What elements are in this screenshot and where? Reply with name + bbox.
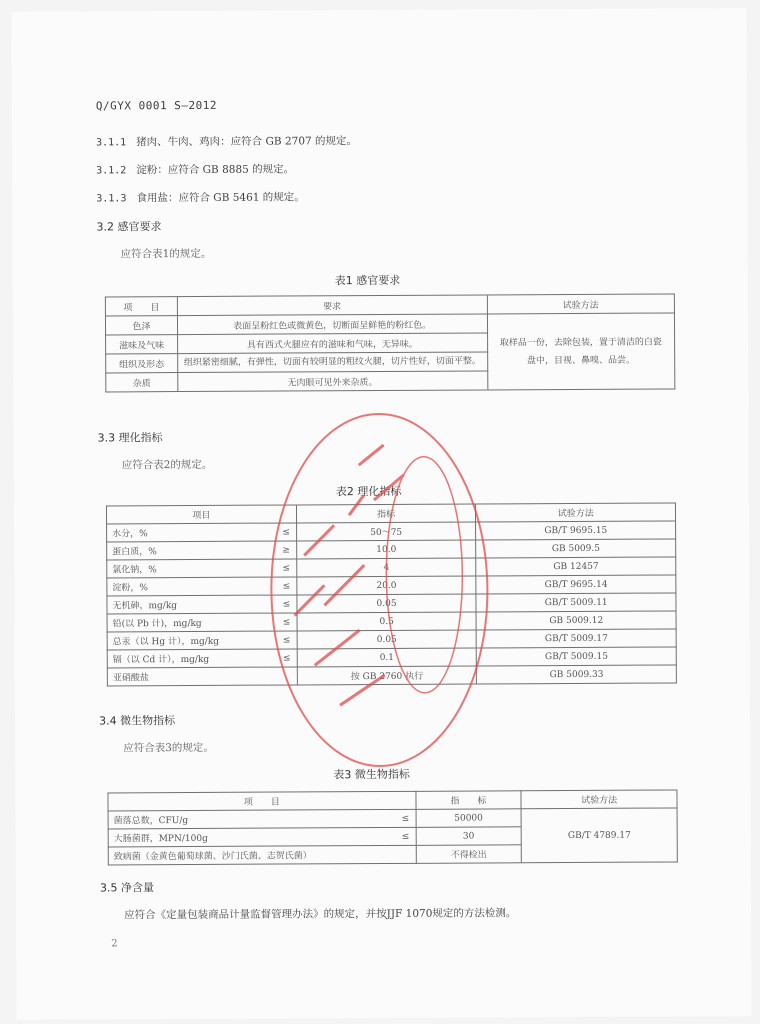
operator-cell [386,845,416,863]
header-cell: 指标 [296,504,476,523]
clause-number: 3.1.3 [96,193,127,205]
clause-3-1-3 [96,189,305,205]
section-3-4-title: 3.4 微生物指标 [99,714,176,728]
method-cell: GB/T 9695.15 [476,521,676,540]
method-cell: 取样品一份，去除包装，置于清洁的白瓷盘中，目视、鼻嗅、品尝。 [487,313,675,390]
method-cell: GB/T 5009.11 [476,593,676,612]
item-cell: 亚硝酸盐 [107,667,269,686]
table1-sensory [105,293,675,392]
header-cell: 项 目 [108,791,416,811]
header-cell: 项 目 [105,297,177,316]
value-cell: 0.5 [297,612,477,631]
method-cell: GB/T 5009.15 [477,647,677,666]
item-cell: 滋味及气味 [106,335,178,354]
operator-cell: ≤ [269,649,297,667]
section-3-3-note: 应符合表2的规定。 [121,458,213,472]
item-cell: 总汞（以 Hg 计），mg/kg [107,631,269,650]
clause-text: 淀粉：应符合 GB 8885 的规定。 [136,163,295,177]
value-cell: 30 [416,827,522,846]
method-cell: GB 5009.5 [476,539,676,558]
value-cell: 0.1 [297,648,477,667]
value-cell: 0.05 [297,630,477,649]
header-cell: 试验方法 [476,503,676,522]
operator-cell: ≤ [386,827,416,845]
item-cell: 杂质 [106,373,178,392]
table3-microbiological [107,789,677,865]
value-cell: 50000 [416,809,522,828]
item-cell: 氯化钠，% [107,559,269,578]
clause-text: 食用盐：应符合 GB 5461 的规定。 [136,191,305,205]
operator-cell [269,667,297,685]
item-cell: 铅(以 Pb 计)，mg/kg [107,613,269,632]
method-cell: GB 12457 [476,557,676,576]
clause-3-1-1 [96,133,357,149]
operator-cell: ≥ [268,541,296,559]
table-row [108,808,677,829]
value-cell: 0.05 [297,594,477,613]
operator-cell: ≤ [268,523,296,541]
value-cell: 4 [297,558,477,577]
item-cell: 菌落总数，CFU/g [108,809,386,828]
table3-caption: 表3 微生物指标 [333,767,410,782]
operator-cell: ≤ [269,631,297,649]
method-cell: GB 5009.33 [477,665,677,684]
method-cell: GB/T 5009.17 [477,629,677,648]
table-row [107,665,676,686]
value-cell: 20.0 [297,576,477,595]
operator-cell: ≤ [269,559,297,577]
table-row [105,313,674,335]
method-cell: GB/T 4789.17 [521,808,677,863]
header-cell: 试验方法 [521,790,677,809]
item-cell: 蛋白质，% [107,541,269,560]
section-3-4-note: 应符合表3的规定。 [123,741,214,755]
clause-number: 3.1.1 [96,137,127,149]
value-cell: 10.0 [296,540,476,559]
document-page [11,8,751,1020]
item-cell: 大肠菌群，MPN/100g [108,827,386,846]
header-cell: 指 标 [416,791,522,810]
operator-cell: ≤ [386,809,416,827]
section-3-3-title: 3.3 理化指标 [97,431,163,445]
header-cell: 项目 [106,505,296,524]
page-number: 2 [111,938,118,950]
requirement-cell: 组织紧密细腻，有弹性，切面有较明显的粗纹火腿，切片性好，切面平整。 [178,352,488,373]
table2-caption: 表2 理化指标 [335,484,402,499]
header-cell: 要求 [177,295,487,316]
item-cell: 淀粉，% [107,577,269,596]
item-cell: 无机砷，mg/kg [107,595,269,614]
standard-number-header: Q/GYX 0001 S—2012 [95,98,217,113]
table2-physicochemical [106,502,677,686]
method-cell: GB 5009.12 [476,611,676,630]
item-cell: 色泽 [105,316,177,335]
clause-number: 3.1.2 [96,165,127,177]
clause-text: 猪肉、牛肉、鸡肉：应符合 GB 2707 的规定。 [136,135,358,149]
item-cell: 水分，% [107,523,269,542]
header-cell: 试验方法 [487,294,675,314]
requirement-cell: 无肉眼可见外来杂质。 [178,371,488,392]
operator-cell: ≤ [269,595,297,613]
clause-3-1-2 [96,161,294,177]
item-cell: 镉（以 Cd 计），mg/kg [107,649,269,668]
requirement-cell: 表面呈粉红色或微黄色，切断面呈鲜艳的粉红色。 [177,314,487,335]
section-3-5-text: 应符合《定量包装商品计量监督管理办法》的规定，并按JJF 1070规定的方法检测。 [124,907,517,922]
table1-caption: 表1 感官要求 [334,273,401,288]
value-cell: 50～75 [296,522,476,541]
section-3-5-title: 3.5 净含量 [99,881,154,895]
section-3-2-title: 3.2 感官要求 [96,220,162,234]
value-cell: 不得检出 [416,845,522,864]
operator-cell: ≤ [269,577,297,595]
value-cell: 按 GB 2760 执行 [297,666,477,685]
method-cell: GB/T 9695.14 [476,575,676,594]
item-cell: 组织及形态 [106,354,178,373]
operator-cell: ≤ [269,613,297,631]
section-3-2-note: 应符合表1的规定。 [120,247,212,261]
item-cell: 致病菌（金黄色葡萄球菌、沙门氏菌、志贺氏菌） [108,845,386,864]
requirement-cell: 具有西式火腿应有的滋味和气味，无异味。 [177,333,487,354]
